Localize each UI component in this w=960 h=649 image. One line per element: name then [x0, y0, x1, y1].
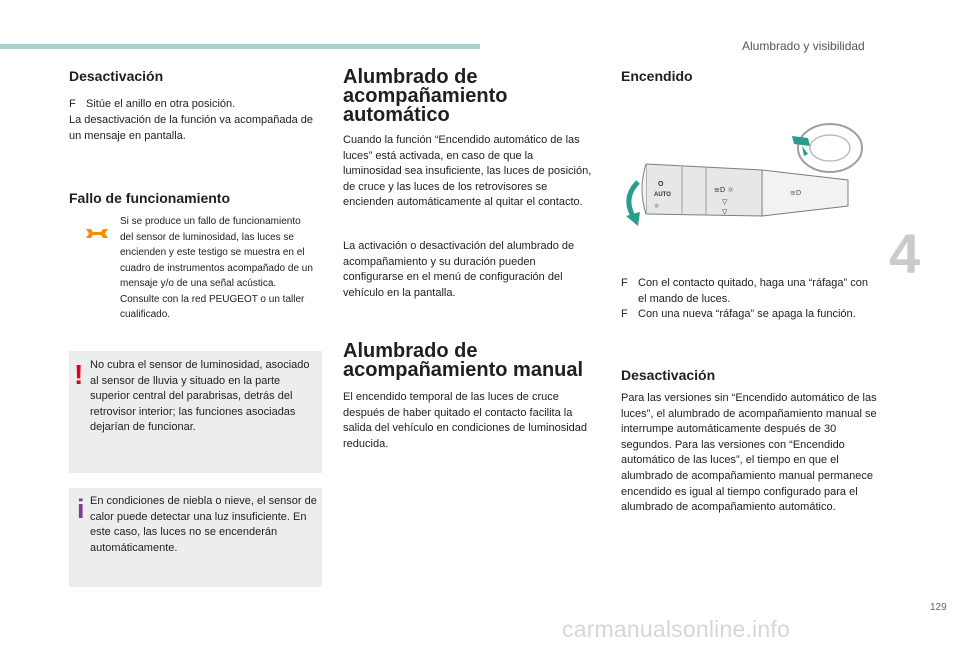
- wrench-icon: [84, 225, 110, 243]
- watermark: carmanualsonline.info: [562, 616, 790, 642]
- malfunction-text: Si se produce un fallo de funcionamiento del sensor de luminosidad, las luces se encienden y este testigo se muestra en el cuadro de instrumentos acompañado de un mensaje y/o de una señal acústica. Consulte con la red PEUGEOT o un taller cualificado.: [120, 216, 313, 320]
- warning-box: [69, 351, 322, 473]
- auto-guide-paragraph-2: La activación o desactivación del alumbrado de acompañamiento y su duración pueden configurarse en el menú de configuración del vehículo en la pantalla.: [343, 240, 575, 299]
- bullet-text: Sitúe el anillo en otra posición.: [86, 98, 236, 110]
- info-text: En condiciones de niebla o nieve, el sensor de calor puede detectar una luz insuficiente. En este caso, las luces no se encenderán automáticamente.: [90, 495, 317, 554]
- info-icon: i: [77, 494, 85, 524]
- bullet-marker: F: [69, 98, 76, 110]
- svg-text:≡D: ≡D: [790, 189, 802, 197]
- header-accent-bar: [0, 44, 480, 49]
- bullet-marker: F: [621, 308, 628, 320]
- chapter-title: Alumbrado y visibilidad: [742, 39, 865, 53]
- manual-guide-paragraph: El encendido temporal de las luces de cruce después de haber quitado el contacto facilita la salida del vehículo en condiciones de luminosidad reducida.: [343, 391, 587, 450]
- svg-text:☼: ☼: [654, 203, 660, 210]
- manual-guide-lighting-heading: Alumbrado de acompañamiento manual: [343, 340, 584, 381]
- auto-guide-lighting-heading: Alumbrado de acompañamiento automático: [343, 66, 508, 126]
- bullet-text: Con una nueva “ráfaga” se apaga la función.: [638, 308, 856, 320]
- manual-deactivation-heading: Desactivación: [621, 367, 716, 383]
- chapter-number: 4: [889, 222, 921, 285]
- activation-bullet-1: [621, 276, 877, 307]
- svg-text:O: O: [658, 181, 664, 188]
- warning-text: No cubra el sensor de luminosidad, asociado al sensor de lluvia y situado en la parte superior central del parabrisas, detrás del retrovisor interior; las funciones asociadas dejarían de funcionar.: [90, 359, 310, 434]
- manual-deactivation-text: Para las versiones sin “Encendido automático de las luces”, el alumbrado de acompañamiento manual se interrumpe automáticamente después de 30 segundos. Para las versiones con “Encendido automático de las luces”, el tiempo en que el alumbrado de acompañamiento manual permanece encendido es igual al tiempo configurado para el alumbrado de acompañamiento automático.: [621, 392, 877, 514]
- stalk-auto-label: AUTO: [654, 192, 671, 198]
- deactivation-heading: Desactivación: [69, 68, 164, 84]
- deactivation-text: La desactivación de la función va acompañada de un mensaje en pantalla.: [69, 114, 314, 142]
- warning-icon: !: [74, 359, 84, 390]
- bullet-text: Con el contacto quitado, haga una “ráfaga” con el mando de luces.: [638, 277, 868, 305]
- activation-heading: Encendido: [621, 68, 693, 84]
- svg-text:▽: ▽: [722, 198, 728, 206]
- svg-text:≡D ☼: ≡D ☼: [714, 186, 734, 194]
- bullet-marker: F: [621, 277, 628, 289]
- page-number: 129: [930, 602, 947, 613]
- malfunction-heading: Fallo de funcionamiento: [69, 190, 231, 206]
- lighting-stalk-illustration: [612, 118, 870, 238]
- svg-text:▽: ▽: [722, 208, 728, 216]
- activation-bullet-2: [621, 307, 877, 323]
- auto-guide-paragraph-1: Cuando la función “Encendido automático de las luces” está activada, en caso de que la luminosidad sea insuficiente, las luces de posición, de cruce y las luces de los retrovisores se encienden automáticamente al quitar el contacto.: [343, 134, 592, 209]
- deactivation-bullet: [69, 97, 325, 113]
- info-box: [69, 488, 322, 587]
